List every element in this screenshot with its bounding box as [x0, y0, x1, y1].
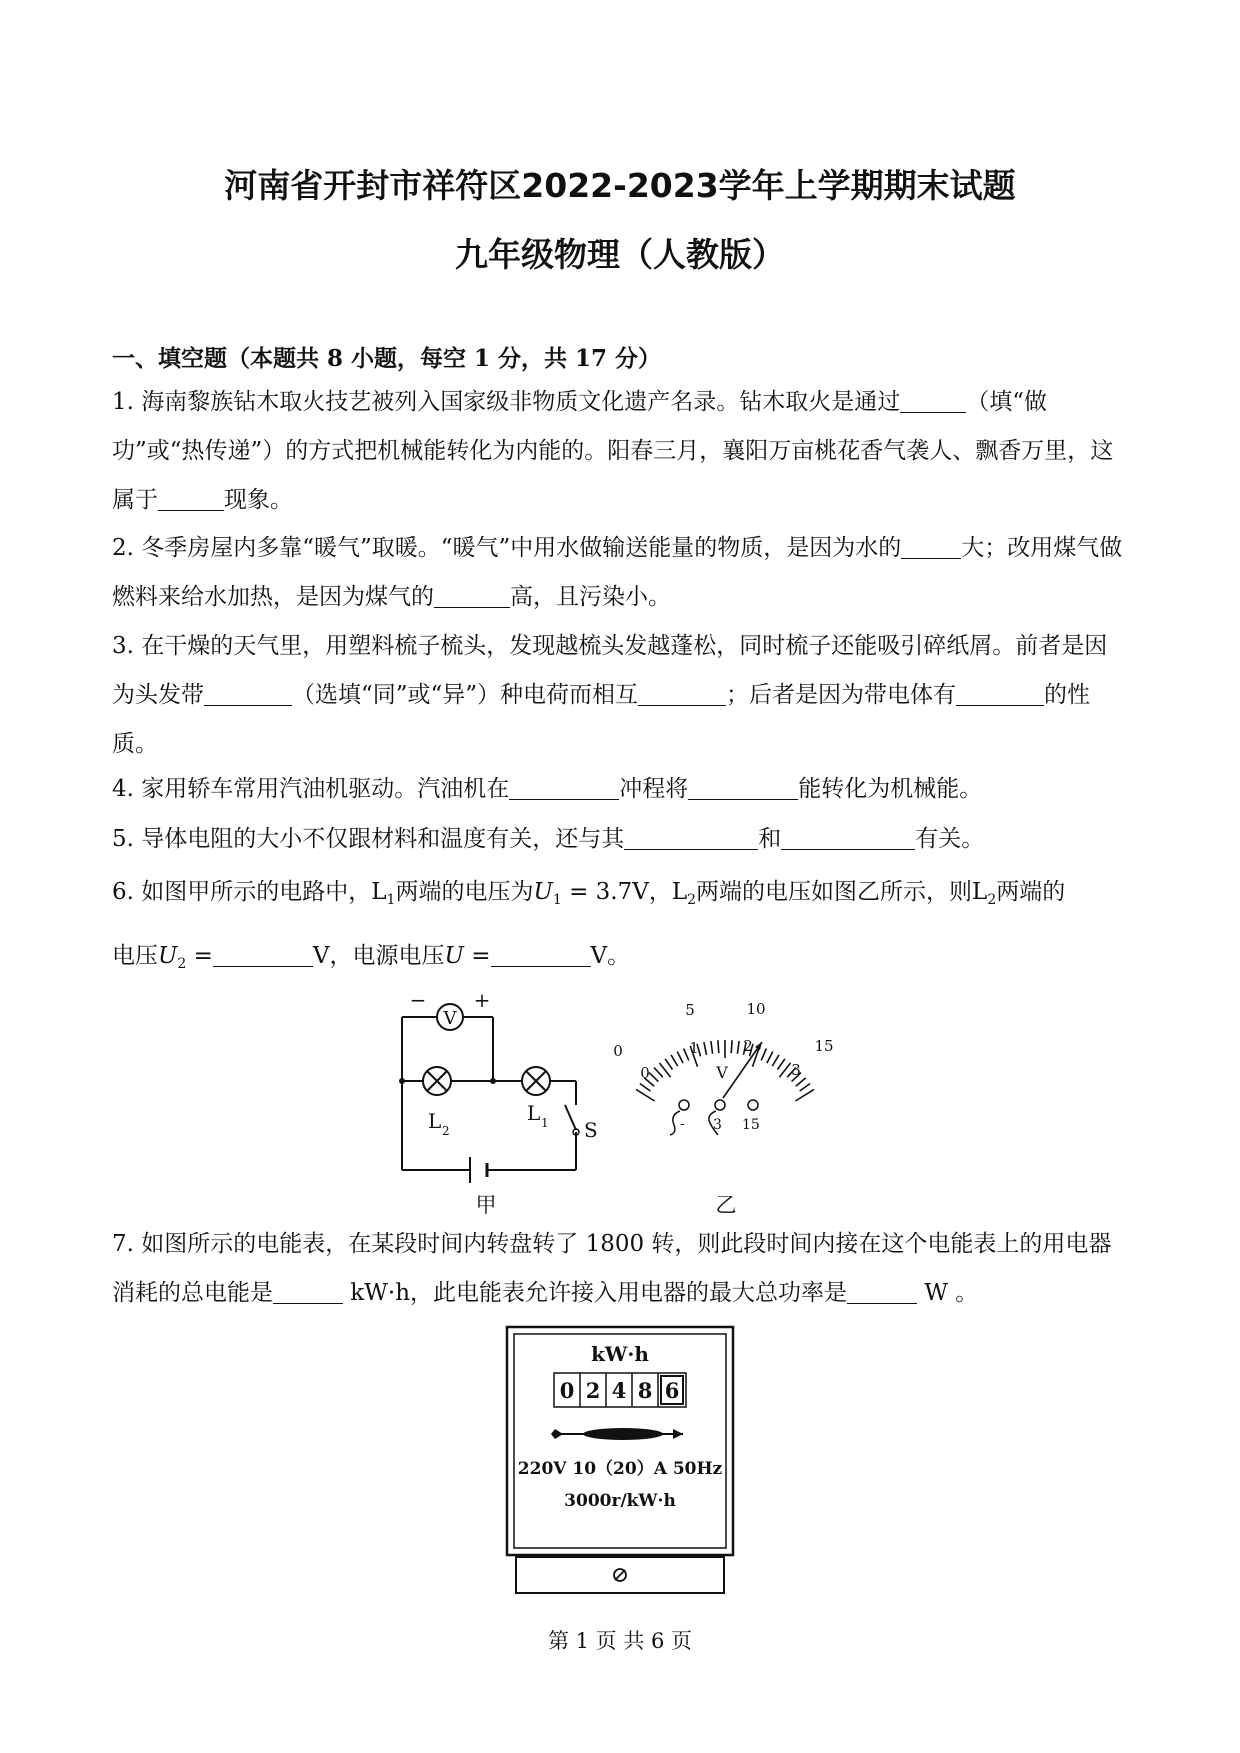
dial-tick	[636, 1089, 655, 1101]
q4-text-c: 能转化为机械能。	[798, 776, 983, 802]
q2-text-c: 高，且污染小。	[510, 584, 671, 610]
page-title: 河南省开封市祥符区2022-2023学年上学期期末试题	[224, 166, 1016, 205]
dial-outer-0: 0	[613, 1042, 623, 1060]
q6-l2b-sub: 2	[987, 892, 997, 908]
circuit-voltmeter-label: V	[443, 1008, 457, 1029]
dial-caption: 乙	[715, 1193, 737, 1217]
meter-screw-icon	[614, 1569, 626, 1581]
dial-inner-2: 2	[743, 1037, 753, 1055]
q6-u: U	[444, 943, 464, 969]
q6-text-a: 6. 如图甲所示的电路中，L	[112, 879, 387, 905]
meter-spec-2: 3000r/kW·h	[564, 1491, 676, 1511]
q5-blank-2[interactable]	[781, 825, 915, 850]
q6-text-f: V，电源电压	[312, 943, 445, 969]
dial-tick	[796, 1078, 806, 1086]
dial-tick	[665, 1059, 672, 1070]
dial-tick	[711, 1041, 713, 1054]
q6-eq-1: =	[186, 943, 213, 969]
q7-text-a: 7. 如图所示的电能表，在某段时间内转盘转了 1800 转，则此段时间内接在这个电能表上的用电器消耗的总电能是	[112, 1231, 1112, 1306]
q4-text-a: 4. 家用轿车常用汽油机驱动。汽油机在	[112, 776, 510, 802]
q6-blank-2[interactable]	[491, 942, 591, 967]
dial-inner-0: 0	[640, 1064, 650, 1082]
q4-blank-2[interactable]	[688, 775, 798, 800]
q3-blank-3[interactable]	[956, 681, 1044, 706]
q6-u1-value: = 3.7V，L	[561, 879, 688, 905]
q3-text-c: ；后者是因为带电体有	[726, 682, 957, 708]
dial-tick	[800, 1084, 811, 1092]
dial-tick	[778, 1059, 785, 1070]
dial-tick	[772, 1055, 779, 1066]
meter-digit-2: 2	[585, 1378, 601, 1403]
q1-text-c: 现象。	[224, 487, 293, 513]
q5-text-b: 和	[758, 826, 782, 852]
voltmeter-dial	[600, 995, 860, 1217]
q3-blank-2[interactable]	[638, 681, 726, 706]
dial-tick	[671, 1055, 678, 1066]
dial-tick	[677, 1052, 683, 1064]
q7-blank-2[interactable]	[847, 1279, 917, 1304]
dial-tick	[649, 1073, 658, 1082]
meter-digit-3: 4	[611, 1378, 627, 1403]
terminal-neg: -	[680, 1116, 685, 1132]
q6-blank-1[interactable]	[213, 942, 313, 967]
circuit-switch-label: S	[584, 1118, 598, 1142]
circuit-l1-label: L	[527, 1101, 541, 1125]
q4-text-b: 冲程将	[619, 776, 689, 802]
q6-l1-sub: 1	[386, 892, 396, 908]
q7-text-b: kW·h，此电能表允许接入用电器的最大总功率是	[343, 1280, 848, 1306]
terminal-15: 15	[742, 1117, 760, 1133]
q1-blank-1[interactable]	[900, 388, 966, 413]
dial-tick	[640, 1084, 651, 1092]
meter-spec-1: 220V 10（20）A 50Hz	[517, 1459, 723, 1479]
dial-unit: V	[716, 1063, 728, 1082]
page-subtitle: 九年级物理（人教版）	[455, 235, 785, 274]
meter-digit-4: 8	[637, 1378, 653, 1403]
question-5	[112, 815, 1130, 864]
meter-dial-arrow-icon	[551, 1428, 683, 1440]
question-1	[112, 378, 1130, 525]
dial-tick	[704, 1042, 707, 1055]
question-7	[112, 1220, 1130, 1318]
q6-text-e: 电压	[112, 943, 158, 969]
dial-inner-1: 1	[689, 1039, 699, 1057]
section-heading: 一、填空题（本题共 8 小题，每空 1 分，共 17 分）	[112, 345, 662, 372]
q6-u1: U	[533, 879, 553, 905]
q5-text-a: 5. 导体电阻的大小不仅跟材料和温度有关，还与其	[112, 826, 625, 852]
q6-text-b: 两端的电压为	[395, 879, 534, 905]
energy-meter	[505, 1325, 735, 1597]
dial-outer-10: 10	[746, 1000, 766, 1018]
q6-u2-sub: 2	[177, 956, 187, 972]
question-4	[112, 765, 1130, 814]
dial-tick	[718, 1040, 719, 1053]
q2-blank-1[interactable]	[901, 534, 961, 559]
q1-text-b: （填“做功”或“热传递”）的方式把机械能转化为内能的。阳春三月，襄阳万亩桃花香气袭人、飘香万里，这属于	[112, 389, 1114, 513]
dial-tick	[737, 1041, 739, 1054]
terminal-3: 3	[713, 1117, 722, 1133]
meter-digit-1: 0	[559, 1378, 575, 1403]
question-3	[112, 622, 1130, 769]
q4-blank-1[interactable]	[509, 775, 619, 800]
dial-tick	[731, 1040, 732, 1053]
dial-tick	[761, 1049, 766, 1061]
circuit-l1-sub: 1	[541, 1116, 549, 1130]
q6-text-c: 两端的电压如图乙所示，则L	[696, 879, 988, 905]
q6-text-d: 两端的	[996, 879, 1066, 905]
question-6-line-1	[112, 868, 1130, 925]
question-6-line-2	[112, 932, 1130, 989]
q2-text-a: 2. 冬季房屋内多靠“暖气”取暖。“暖气”中用水做输送能量的物质，是因为水的	[112, 535, 902, 561]
q6-u2: U	[158, 943, 178, 969]
dial-inner-3: 3	[791, 1061, 801, 1079]
dial-tick	[795, 1089, 814, 1101]
q3-text-d: 的性质。	[112, 682, 1091, 757]
q2-text-b: 大；改用煤气做燃料来给水加热，是因为煤气的	[112, 535, 1123, 610]
q3-text-b: （选填“同”或“异”）种电荷而相互	[292, 682, 639, 708]
q7-text-c: W 。	[917, 1280, 979, 1306]
q3-text-a: 3. 在干燥的天气里，用塑料梳子梳头，发现越梳头发越蓬松，同时梳子还能吸引碎纸屑。前者是因为头发带	[112, 633, 1108, 708]
question-2	[112, 524, 1130, 622]
dial-tick	[654, 1068, 663, 1078]
circuit-minus-label: −	[409, 988, 427, 1012]
q3-blank-1[interactable]	[204, 681, 292, 706]
q6-l2-sub: 2	[687, 892, 697, 908]
meter-digit-5: 6	[664, 1378, 680, 1403]
circuit-caption: 甲	[475, 1193, 497, 1215]
dial-tick	[767, 1052, 773, 1064]
dial-tick	[684, 1049, 689, 1061]
q2-blank-2[interactable]	[434, 583, 510, 608]
q1-text-a: 1. 海南黎族钻木取火技艺被列入国家级非物质文化遗产名录。钻木取火是通过	[112, 389, 901, 415]
q5-blank-1[interactable]	[624, 825, 758, 850]
q7-blank-1[interactable]	[273, 1279, 343, 1304]
q6-u1-sub: 1	[552, 892, 562, 908]
q5-text-c: 有关。	[915, 826, 985, 852]
circuit-plus-label: +	[473, 988, 491, 1012]
dial-needle-tip	[755, 1042, 762, 1050]
circuit-l2-label: L	[428, 1109, 442, 1133]
meter-unit: kW·h	[591, 1342, 649, 1366]
q6-eq-2: =	[463, 943, 491, 969]
q1-blank-2[interactable]	[158, 486, 224, 511]
q6-text-g: V。	[590, 943, 631, 969]
dial-outer-5: 5	[685, 1001, 695, 1019]
dial-outer-15: 15	[814, 1037, 834, 1055]
circuit-l2-sub: 2	[442, 1124, 450, 1138]
page-footer: 第 1 页 共 6 页	[547, 1629, 693, 1653]
